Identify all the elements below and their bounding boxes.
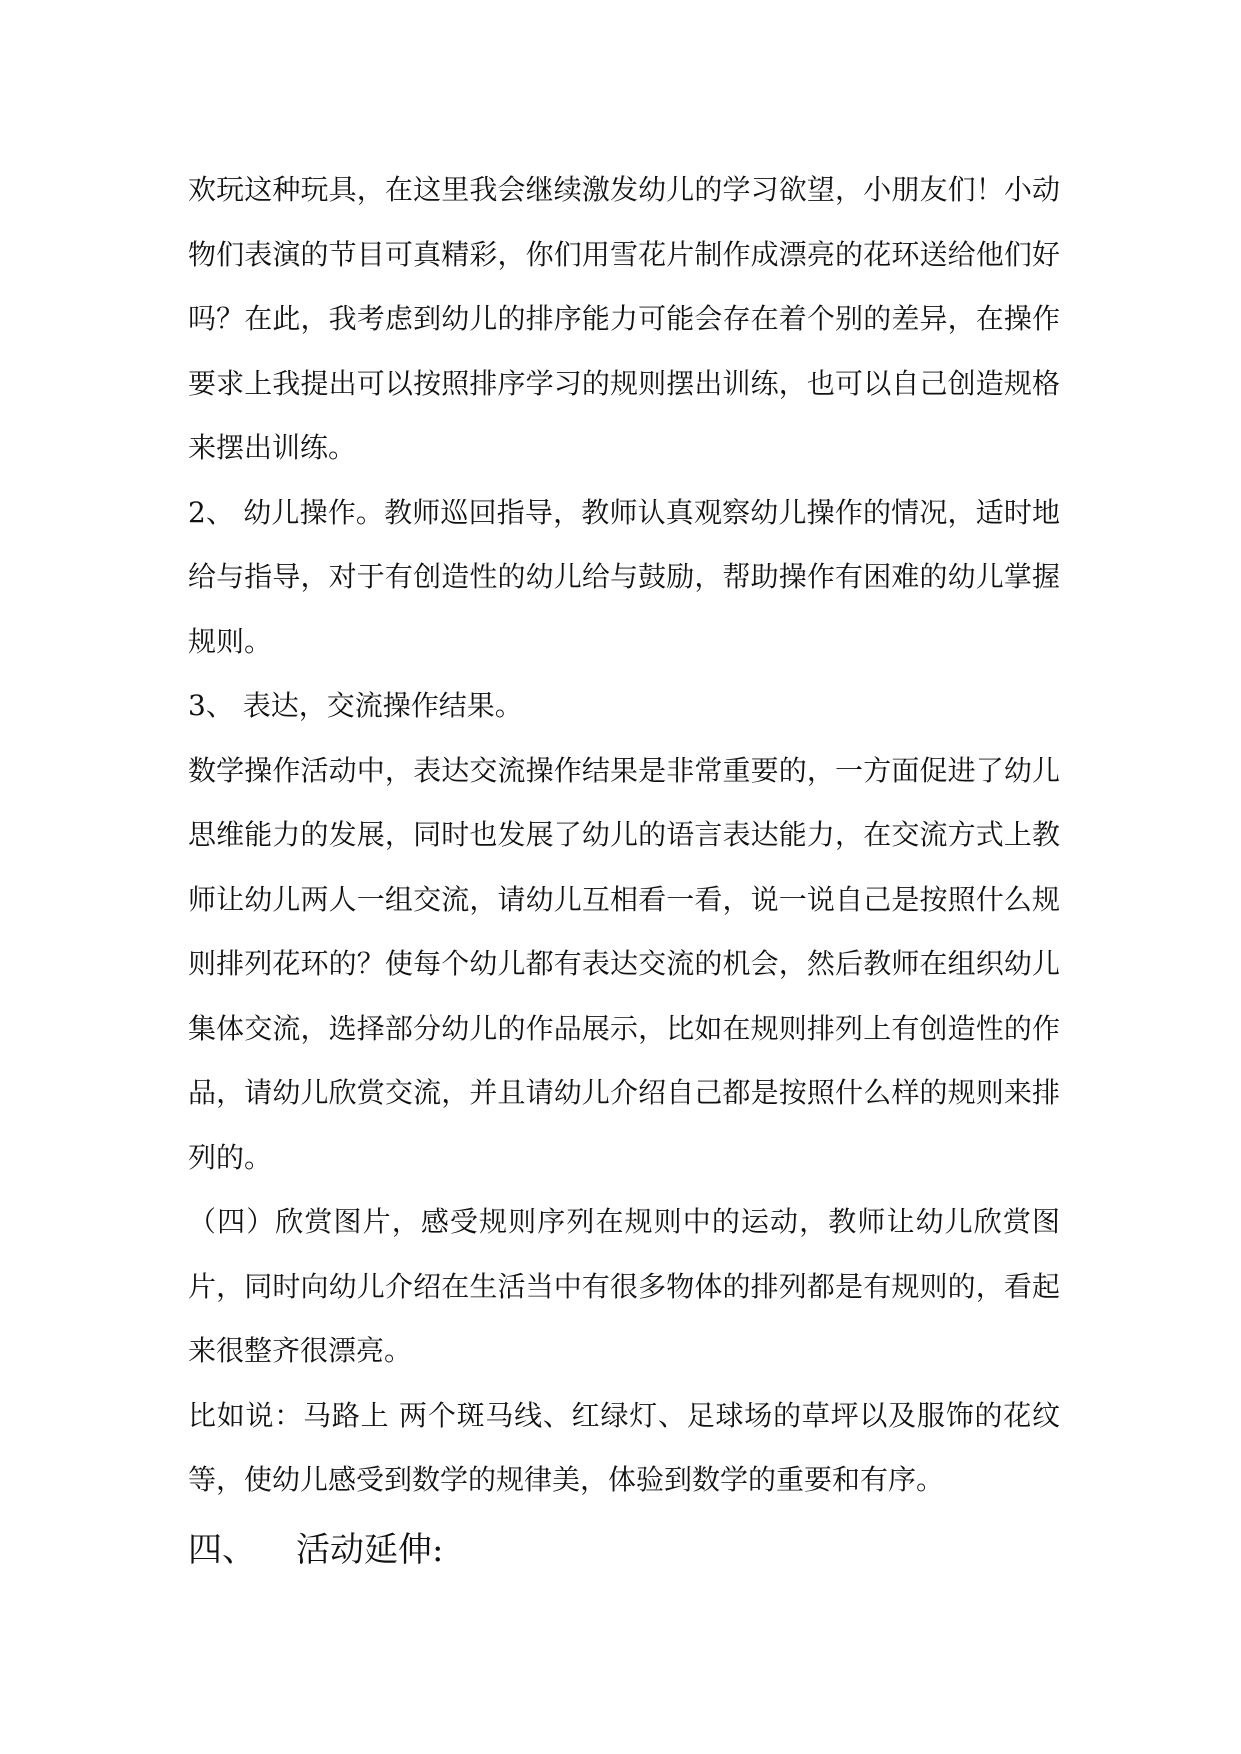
document-page bbox=[188, 158, 1060, 1585]
paragraph-part-4: （四）欣赏图片，感受规则序列在规则中的运动，教师让幼儿欣赏图片，同时向幼儿介绍在生活当中有很多物体的排列都是有规则的，看起来很整齐很漂亮。 bbox=[188, 1205, 1060, 1367]
paragraph-intro: 欢玩这种玩具，在这里我会继续激发幼儿的学习欲望，小朋友们！小动物们表演的节目可真精彩，你们用雪花片制作成漂亮的花环送给他们好吗？在此，我考虑到幼儿的排序能力可能会存在着个别的差异，在操作要求上我提出可以按照排序学习的规则摆出训练，也可以自己创造规格来摆出训练。 bbox=[188, 173, 1060, 464]
section-heading-number: 四、 bbox=[188, 1529, 256, 1570]
paragraph-step-2: 2、 幼儿操作。教师巡回指导，教师认真观察幼儿操作的情况，适时地给与指导，对于有创造性的幼儿给与鼓励，帮助操作有困难的幼儿掌握规则。 bbox=[188, 495, 1060, 658]
section-heading-title: 活动延伸: bbox=[296, 1529, 444, 1570]
paragraph-example: 比如说：马路上 两个斑马线、红绿灯、足球场的草坪以及服饰的花纹等，使幼儿感受到数学的规律美，体验到数学的重要和有序。 bbox=[188, 1398, 1060, 1496]
paragraph-math-activity: 数学操作活动中，表达交流操作结果是非常重要的，一方面促进了幼儿思维能力的发展，同时也发展了幼儿的语言表达能力，在交流方式上教师让幼儿两人一组交流，请幼儿互相看一看，说一说自己是按照什么规则排列花环的？使每个幼儿都有表达交流的机会，然后教师在组织幼儿集体交流，选择部分幼儿的作品展示，比如在规则排列上有创造性的作品，请幼儿欣赏交流，并且请幼儿介绍自己都是按照什么样的规则来排列的。 bbox=[188, 753, 1060, 1174]
section-heading bbox=[188, 1515, 1060, 1585]
paragraph-step-3: 3、 表达，交流操作结果。 bbox=[188, 689, 523, 722]
